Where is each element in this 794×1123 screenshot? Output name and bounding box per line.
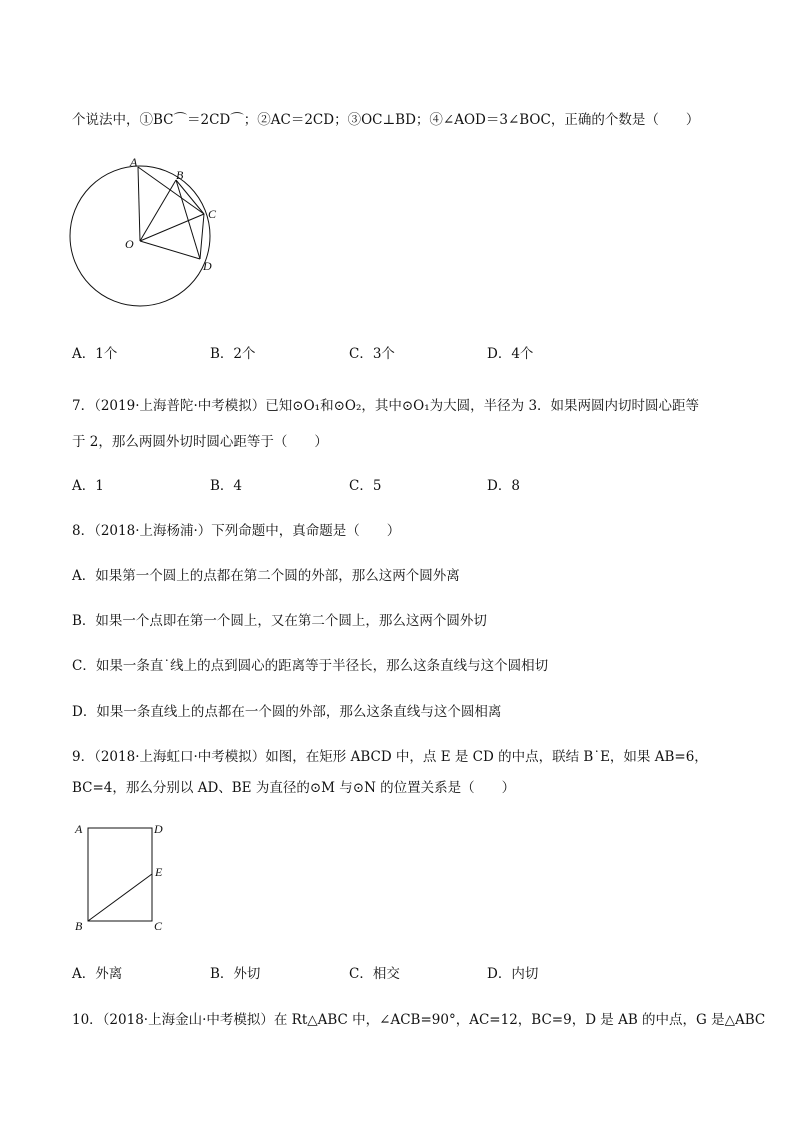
q9-stem-line2: BC=4，那么分别以 AD、BE 为直径的⊙M 与⊙N 的位置关系是（ ） [72, 780, 516, 796]
q7-option-c: C．5 [349, 478, 382, 494]
q6-label-b: B [176, 168, 184, 182]
q6-label-a: A [130, 155, 138, 169]
q8-choice-d: D．如果一条直线上的点都在一个圆的外部，那么这条直线与这个圆相离 [72, 704, 502, 720]
q6-option-a: A．1个 [72, 346, 118, 362]
q6-segment-bd [176, 180, 200, 259]
q9-option-a: A．外离 [72, 966, 123, 982]
q6-segment-cd [200, 214, 204, 259]
q6-segment-ac [138, 167, 204, 214]
q6-label-o: O [125, 237, 134, 251]
q7-stem-line2: 于 2，那么两圆外切时圆心距等于（ ） [72, 434, 328, 450]
q9-label-d: D [154, 822, 163, 836]
q6-segment-oc [140, 214, 204, 241]
q9-segment-be [88, 874, 152, 921]
q9-label-a: A [75, 822, 83, 836]
q8-choice-c: C．如果一条直˙线上的点到圆心的距离等于半径长，那么这条直线与这个圆相切 [72, 658, 549, 674]
q7-option-d: D．8 [487, 478, 520, 494]
q9-option-c: C．相交 [349, 966, 400, 982]
q9-rectangle-figure [70, 818, 180, 938]
q9-label-c: C [154, 919, 163, 933]
q6-segment-ob [140, 180, 176, 241]
q7-stem-line1: 7．（2019·上海普陀·中考模拟）已知⊙O₁和⊙O₂，其中⊙O₁为大圆，半径为 3．如果两圆内切时圆心距等 [72, 398, 700, 414]
q9-label-b: B [75, 919, 83, 933]
q8-stem: 8．（2018·上海杨浦·）下列命题中，真命题是（ ） [72, 523, 401, 539]
q8-choice-b: B．如果一个点即在第一个圆上，又在第二个圆上，那么这两个圆外切 [72, 613, 487, 629]
q6-option-c: C．3个 [349, 346, 395, 362]
q6-stem: 个说法中，①BC⌒＝2CD⌒；②AC＝2CD；③OC⊥BD；④∠AOD＝3∠BOC，正确的个数是（ ） [72, 112, 700, 128]
q6-segment-od [140, 241, 200, 259]
q7-option-a: A．1 [72, 478, 104, 494]
q6-segment-oa [138, 167, 140, 241]
q6-circle-figure [62, 154, 242, 314]
q9-option-d: D．内切 [487, 966, 539, 982]
q8-choice-a: A．如果第一个圆上的点都在第二个圆的外部，那么这两个圆外离 [72, 568, 460, 584]
q7-option-b: B．4 [210, 478, 243, 494]
q6-option-d: D．4个 [487, 346, 534, 362]
q6-label-c: C [208, 207, 217, 221]
q10-stem-line1: 10．（2018·上海金山·中考模拟）在 Rt△ABC 中，∠ACB=90°，AC=12，BC=9，D 是 AB 的中点，G 是△ABC [72, 1012, 766, 1028]
q6-label-d: D [203, 259, 212, 273]
q9-stem-line1: 9．（2018·上海虹口·中考模拟）如图，在矩形 ABCD 中，点 E 是 CD 的中点，联结 B˙E，如果 AB=6， [72, 749, 708, 765]
q9-rectangle-abcd [88, 828, 152, 921]
q6-option-b: B．2个 [210, 346, 256, 362]
q9-label-e: E [155, 865, 163, 879]
q9-option-b: B．外切 [210, 966, 261, 982]
